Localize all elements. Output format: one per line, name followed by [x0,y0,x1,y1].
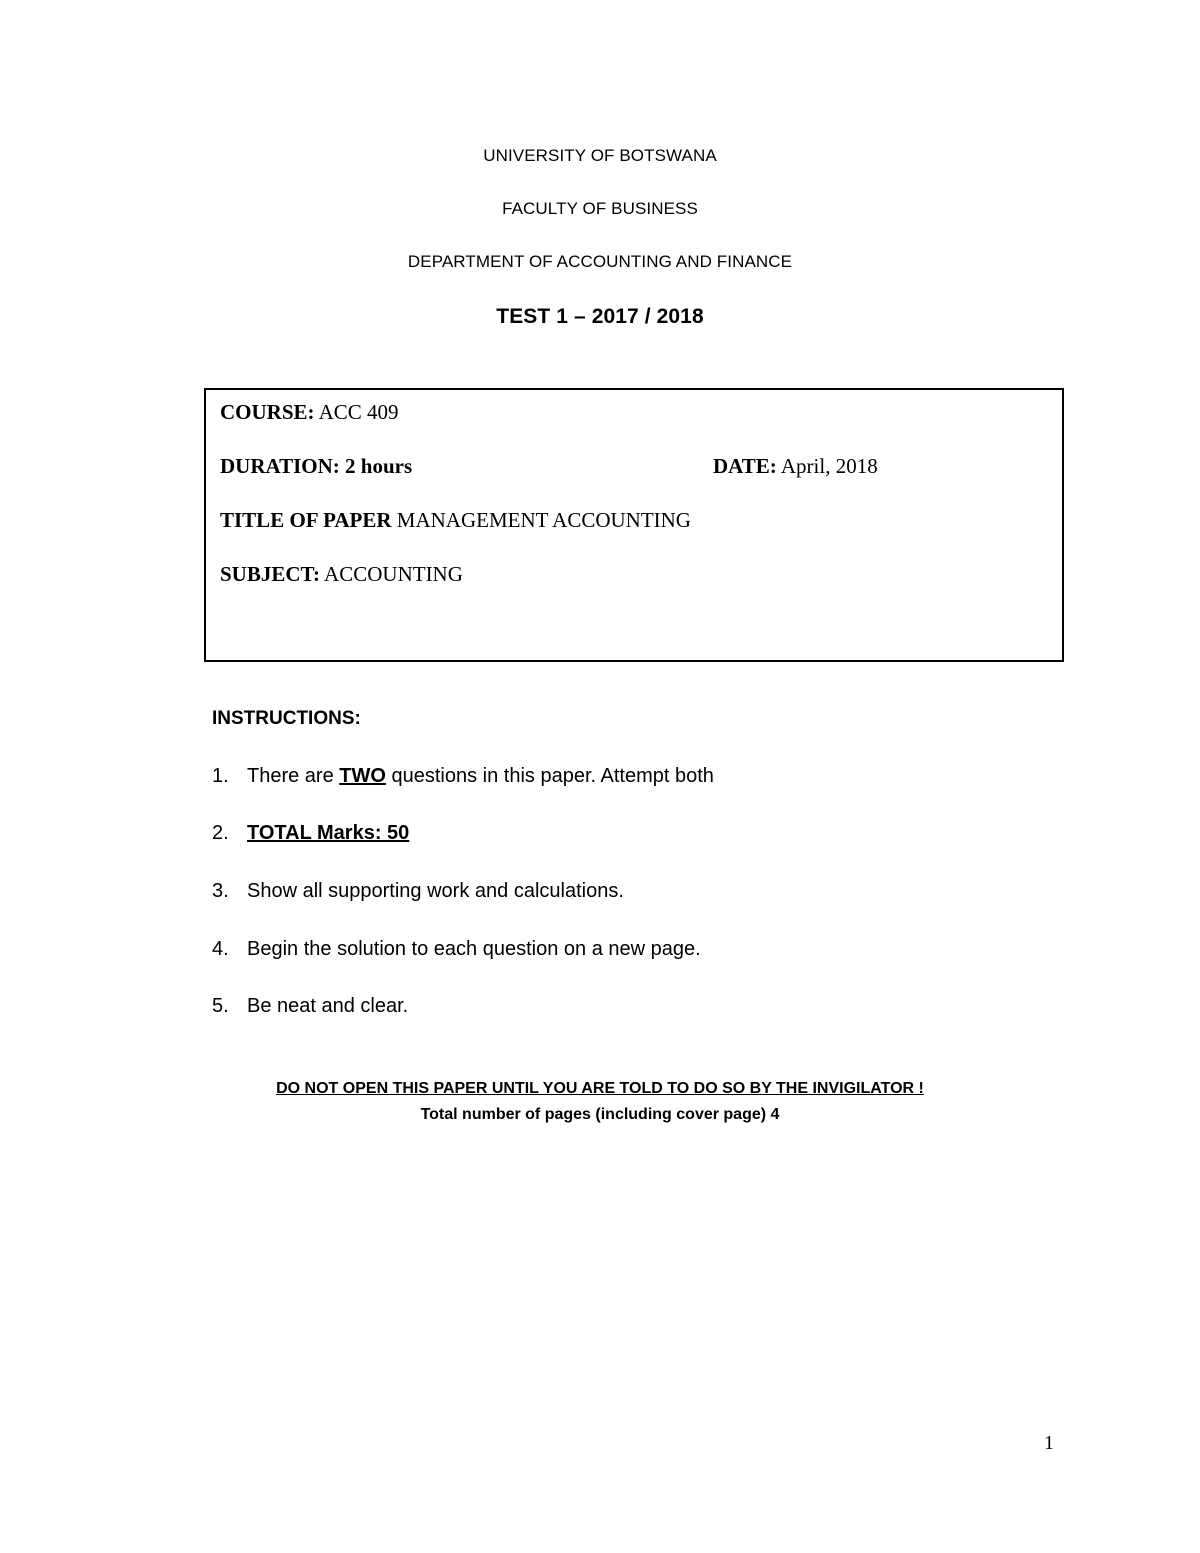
page-count-note: Total number of pages (including cover page) 4 [420,1106,780,1123]
instruction-text: There are [247,765,340,787]
date-row [713,454,878,479]
paper-title-row [220,508,691,533]
instruction-text: TOTAL Marks: 50 [247,822,410,844]
subject-value: ACCOUNTING [319,562,463,586]
paper-title-value: MANAGEMENT ACCOUNTING [391,508,691,532]
instruction-number: 1. [212,765,229,787]
instruction-item [212,995,408,1018]
instruction-text: Show all supporting work and calculations. [247,880,624,902]
department-name: DEPARTMENT OF ACCOUNTING AND FINANCE [407,252,793,271]
instruction-number: 3. [212,880,229,902]
subject-label: SUBJECT: [220,562,320,586]
course-label: COURSE: [220,400,315,424]
instruction-text: Begin the solution to each question on a new page. [247,938,701,960]
instruction-number: 4. [212,938,229,960]
instruction-item [212,822,409,845]
course-info-box [204,388,1064,662]
date-value: April, 2018 [776,454,878,478]
date-label: DATE: [713,454,777,478]
test-title: TEST 1 – 2017 / 2018 [496,305,704,328]
university-name: UNIVERSITY OF BOTSWANA [483,146,717,165]
instruction-number: 2. [212,822,229,844]
instruction-number: 5. [212,995,229,1017]
instruction-text: questions in this paper. Attempt both [385,765,714,787]
instruction-emphasis: TWO [339,765,386,787]
instruction-item [212,938,701,961]
paper-title-label: TITLE OF PAPER [220,508,392,532]
course-value: ACC 409 [314,400,399,424]
instructions-title: INSTRUCTIONS: [212,708,361,729]
faculty-name: FACULTY OF BUSINESS [502,199,698,218]
course-row [220,400,399,425]
invigilator-warning: DO NOT OPEN THIS PAPER UNTIL YOU ARE TOLD TO DO SO BY THE INVIGILATOR ! [276,1080,924,1097]
duration-label: DURATION: 2 hours [220,454,413,478]
subject-row [220,562,463,587]
duration-row [220,454,412,479]
instruction-item [212,880,624,903]
instruction-item [212,765,714,788]
instruction-text: Be neat and clear. [247,995,409,1017]
page-number: 1 [1044,1432,1054,1454]
